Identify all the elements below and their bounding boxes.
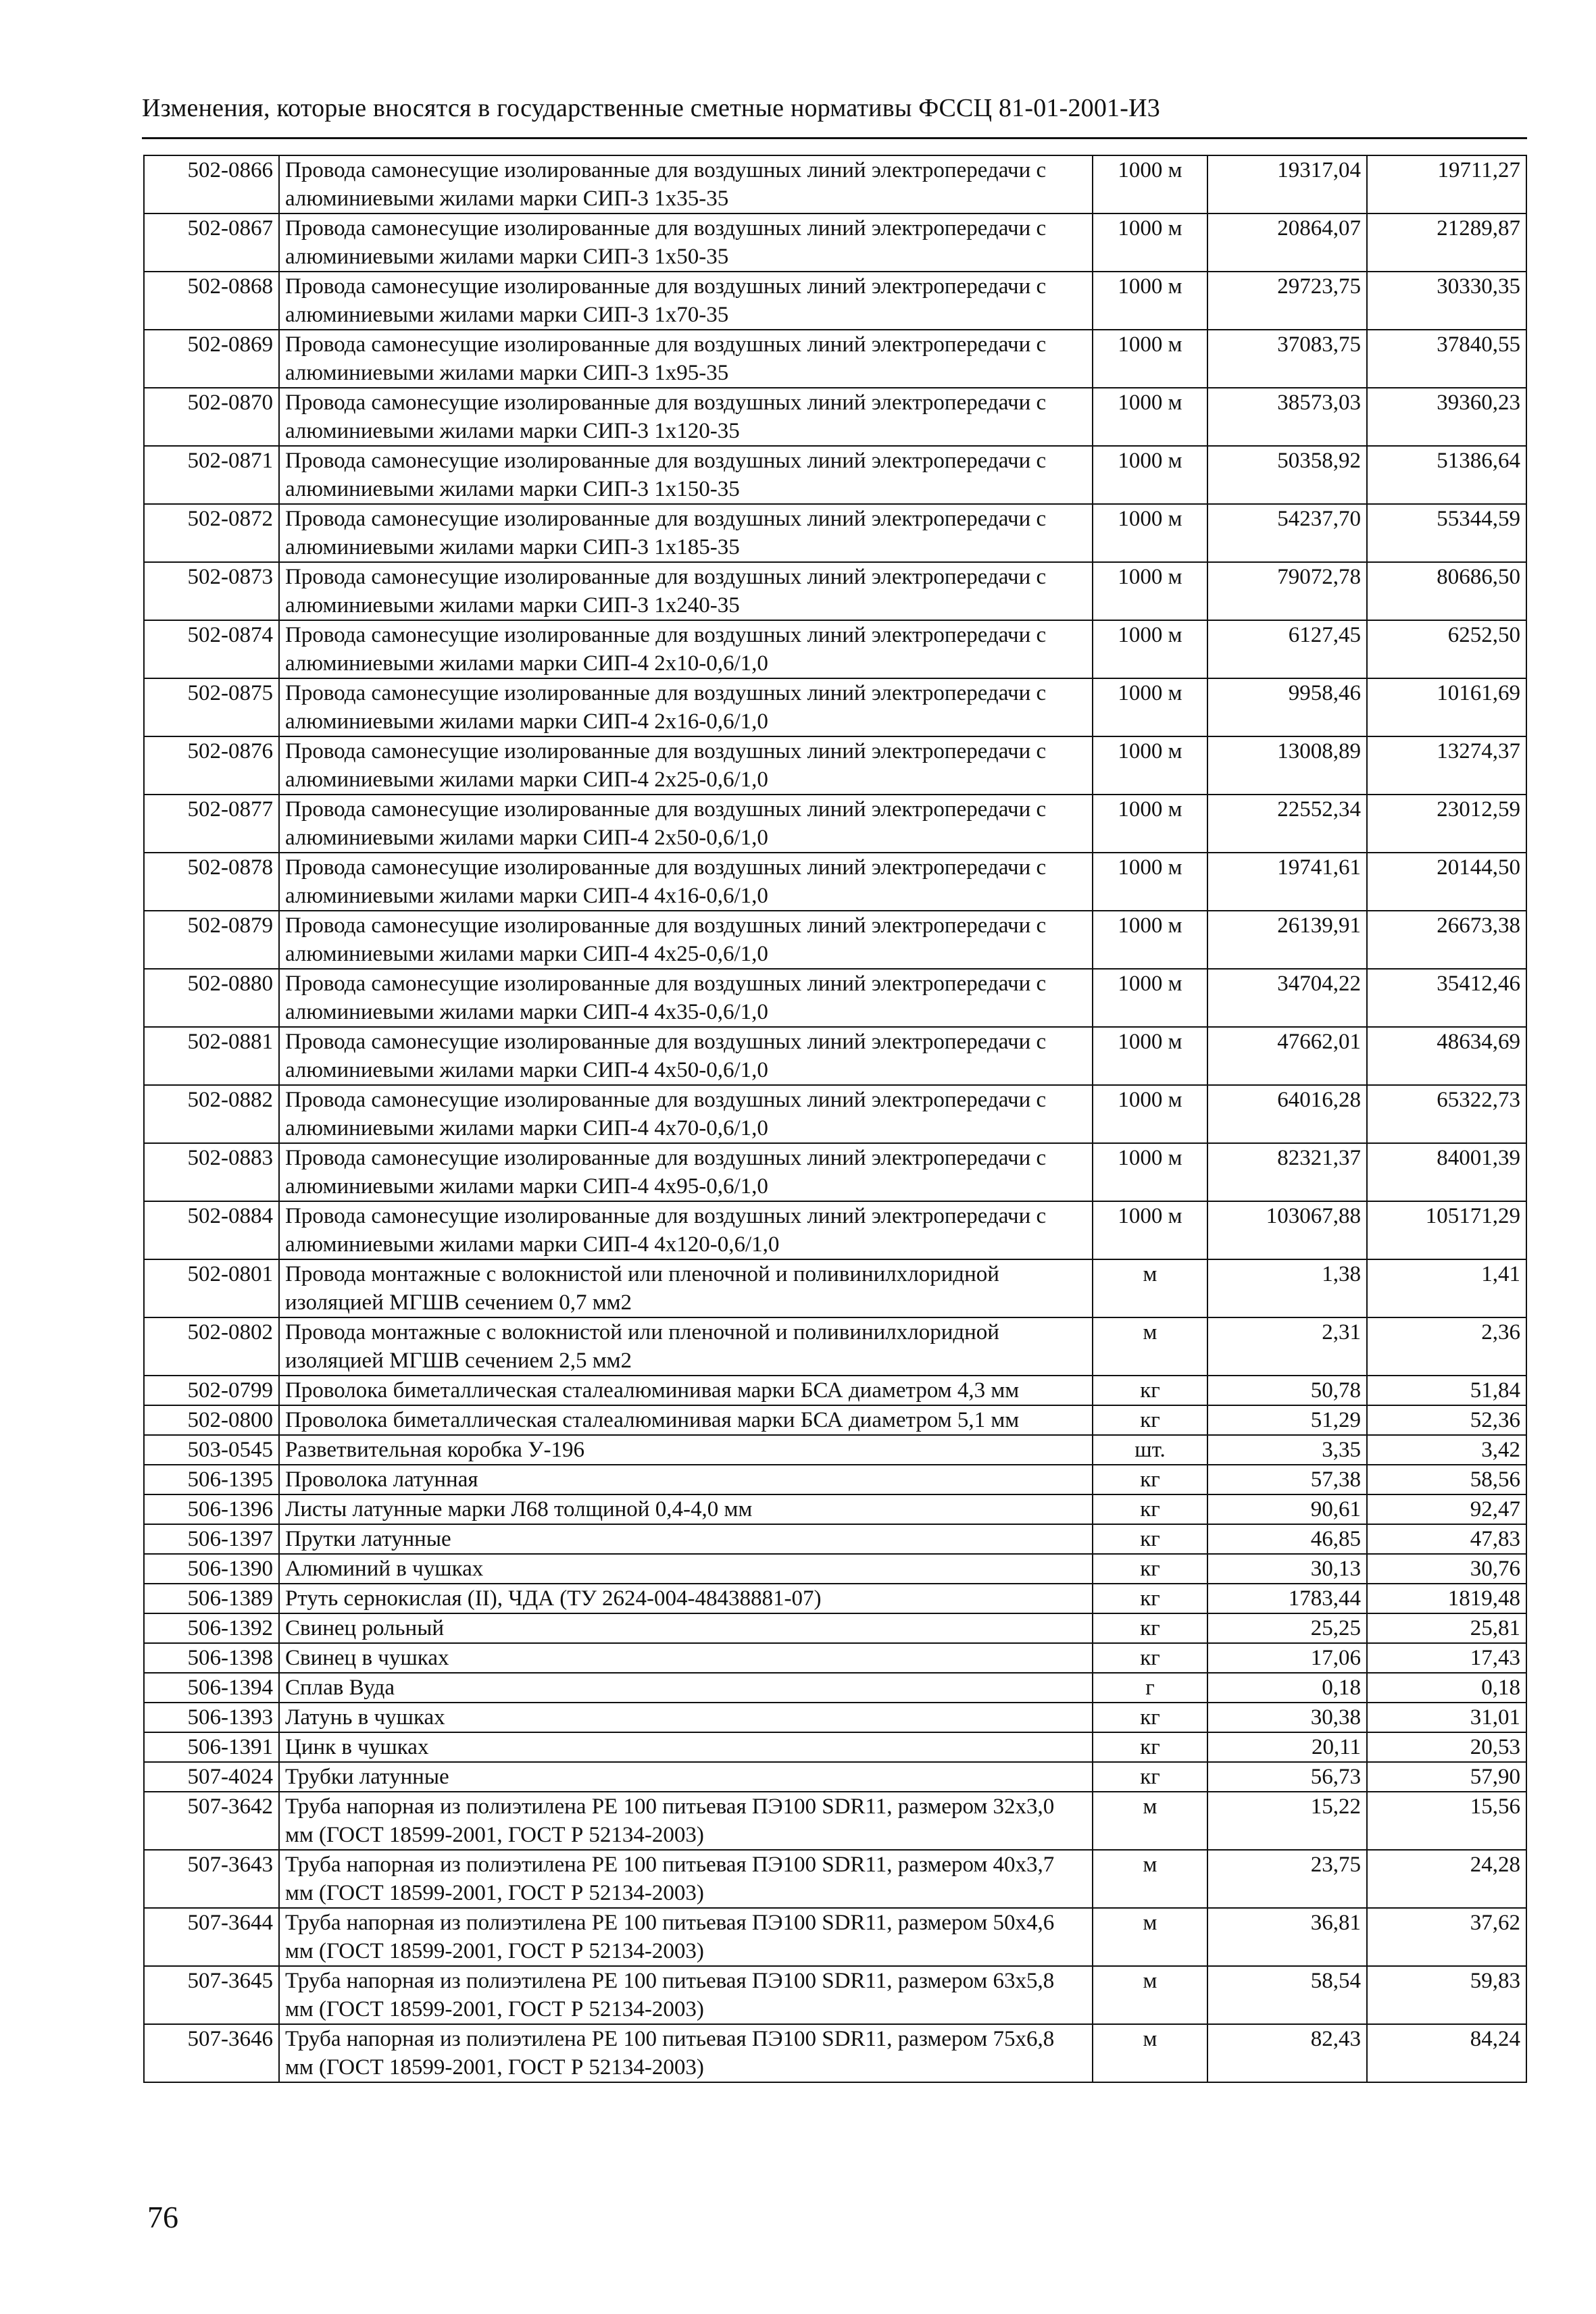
cell-name: Алюминий в чушках: [279, 1554, 1093, 1584]
cell-price-1: 22552,34: [1207, 795, 1367, 853]
cell-name: Проволока латунная: [279, 1465, 1093, 1494]
cell-name: Провода самонесущие изолированные для воздушных линий электропередачи с алюминиевыми жилами марки СИП-4 4х16-0,6/1,0: [279, 853, 1093, 911]
table-row: [144, 1703, 1526, 1732]
cell-code: 502-0881: [144, 1027, 279, 1085]
cell-code: 507-3646: [144, 2024, 279, 2082]
cell-unit: 1000 м: [1093, 1201, 1207, 1259]
cell-price-1: 79072,78: [1207, 562, 1367, 620]
cell-name: Труба напорная из полиэтилена PE 100 питьевая ПЭ100 SDR11, размером 32х3,0 мм (ГОСТ 18599-2001, ГОСТ Р 52134-2003): [279, 1792, 1093, 1850]
cell-price-2: 37840,55: [1367, 330, 1526, 388]
cell-name: Провода самонесущие изолированные для воздушных линий электропередачи с алюминиевыми жилами марки СИП-3 1х70-35: [279, 272, 1093, 330]
cell-price-1: 34704,22: [1207, 969, 1367, 1027]
cell-unit: кг: [1093, 1762, 1207, 1792]
cell-name: Сплав Вуда: [279, 1673, 1093, 1703]
cell-price-2: 1819,48: [1367, 1584, 1526, 1613]
cell-name: Листы латунные марки Л68 толщиной 0,4-4,0 мм: [279, 1494, 1093, 1524]
cell-price-2: 55344,59: [1367, 504, 1526, 562]
table-row: [144, 1143, 1526, 1201]
cell-price-2: 15,56: [1367, 1792, 1526, 1850]
cell-price-2: 92,47: [1367, 1494, 1526, 1524]
cell-code: 502-0872: [144, 504, 279, 562]
cell-unit: 1000 м: [1093, 1085, 1207, 1143]
cell-code: 507-3642: [144, 1792, 279, 1850]
cell-price-1: 46,85: [1207, 1524, 1367, 1554]
cell-price-1: 6127,45: [1207, 620, 1367, 678]
cell-price-1: 1783,44: [1207, 1584, 1367, 1613]
cell-price-2: 20144,50: [1367, 853, 1526, 911]
cell-unit: кг: [1093, 1494, 1207, 1524]
cell-unit: 1000 м: [1093, 330, 1207, 388]
cell-code: 502-0876: [144, 736, 279, 795]
cell-price-1: 20864,07: [1207, 213, 1367, 272]
cell-unit: м: [1093, 2024, 1207, 2082]
cell-unit: кг: [1093, 1465, 1207, 1494]
cell-unit: 1000 м: [1093, 504, 1207, 562]
cell-price-2: 59,83: [1367, 1966, 1526, 2024]
cell-price-2: 52,36: [1367, 1405, 1526, 1435]
cell-name: Провода самонесущие изолированные для воздушных линий электропередачи с алюминиевыми жилами марки СИП-3 1х240-35: [279, 562, 1093, 620]
cell-unit: 1000 м: [1093, 155, 1207, 213]
cell-unit: м: [1093, 1850, 1207, 1908]
cell-price-1: 36,81: [1207, 1908, 1367, 1966]
table-row: [144, 1259, 1526, 1317]
cell-code: 502-0871: [144, 446, 279, 504]
cell-name: Разветвительная коробка У-196: [279, 1435, 1093, 1465]
cell-code: 502-0869: [144, 330, 279, 388]
cell-code: 502-0877: [144, 795, 279, 853]
table-row: [144, 911, 1526, 969]
cell-unit: 1000 м: [1093, 213, 1207, 272]
table-row: [144, 562, 1526, 620]
cell-name: Провода самонесущие изолированные для воздушных линий электропередачи с алюминиевыми жилами марки СИП-4 4х70-0,6/1,0: [279, 1085, 1093, 1143]
cell-code: 502-0873: [144, 562, 279, 620]
cell-code: 506-1394: [144, 1673, 279, 1703]
cell-price-2: 17,43: [1367, 1643, 1526, 1673]
table-row: [144, 272, 1526, 330]
cell-unit: 1000 м: [1093, 1143, 1207, 1201]
cell-code: 502-0868: [144, 272, 279, 330]
cell-name: Труба напорная из полиэтилена PE 100 питьевая ПЭ100 SDR11, размером 75х6,8 мм (ГОСТ 18599-2001, ГОСТ Р 52134-2003): [279, 2024, 1093, 2082]
table-row: [144, 969, 1526, 1027]
cell-name: Провода монтажные с волокнистой или пленочной и поливинилхлоридной изоляцией МГШВ сечением 0,7 мм2: [279, 1259, 1093, 1317]
cell-price-2: 2,36: [1367, 1317, 1526, 1376]
cell-price-2: 57,90: [1367, 1762, 1526, 1792]
cell-name: Трубки латунные: [279, 1762, 1093, 1792]
cell-unit: кг: [1093, 1554, 1207, 1584]
cell-price-1: 37083,75: [1207, 330, 1367, 388]
cell-name: Проволока биметаллическая сталеалюминивая марки БСА диаметром 4,3 мм: [279, 1376, 1093, 1405]
cell-code: 506-1390: [144, 1554, 279, 1584]
cell-code: 502-0870: [144, 388, 279, 446]
cell-name: Провода самонесущие изолированные для воздушных линий электропередачи с алюминиевыми жилами марки СИП-4 4х25-0,6/1,0: [279, 911, 1093, 969]
cell-code: 502-0884: [144, 1201, 279, 1259]
cell-name: Латунь в чушках: [279, 1703, 1093, 1732]
cell-unit: 1000 м: [1093, 446, 1207, 504]
table-row: [144, 504, 1526, 562]
cell-code: 506-1396: [144, 1494, 279, 1524]
table-row: [144, 155, 1526, 213]
cell-price-1: 51,29: [1207, 1405, 1367, 1435]
cell-unit: 1000 м: [1093, 736, 1207, 795]
cell-price-1: 30,13: [1207, 1554, 1367, 1584]
cell-price-1: 82,43: [1207, 2024, 1367, 2082]
cell-unit: кг: [1093, 1613, 1207, 1643]
cell-unit: кг: [1093, 1405, 1207, 1435]
table-row: [144, 1762, 1526, 1792]
cell-name: Провода самонесущие изолированные для воздушных линий электропередачи с алюминиевыми жилами марки СИП-4 2х16-0,6/1,0: [279, 678, 1093, 736]
table-row: [144, 1376, 1526, 1405]
cell-name: Труба напорная из полиэтилена PE 100 питьевая ПЭ100 SDR11, размером 63х5,8 мм (ГОСТ 18599-2001, ГОСТ Р 52134-2003): [279, 1966, 1093, 2024]
cell-price-1: 26139,91: [1207, 911, 1367, 969]
cell-code: 507-3644: [144, 1908, 279, 1966]
cell-unit: кг: [1093, 1732, 1207, 1762]
table-row: [144, 1673, 1526, 1703]
cell-code: 502-0799: [144, 1376, 279, 1405]
cell-unit: м: [1093, 1792, 1207, 1850]
cell-code: 506-1389: [144, 1584, 279, 1613]
cell-code: 506-1397: [144, 1524, 279, 1554]
table-row: [144, 678, 1526, 736]
cell-code: 502-0878: [144, 853, 279, 911]
cell-price-1: 19741,61: [1207, 853, 1367, 911]
cell-name: Провода самонесущие изолированные для воздушных линий электропередачи с алюминиевыми жилами марки СИП-4 4х95-0,6/1,0: [279, 1143, 1093, 1201]
header-rule: [142, 137, 1527, 139]
cell-code: 502-0875: [144, 678, 279, 736]
cell-price-2: 39360,23: [1367, 388, 1526, 446]
table-row: [144, 1494, 1526, 1524]
cell-unit: м: [1093, 1317, 1207, 1376]
cell-unit: кг: [1093, 1703, 1207, 1732]
cell-name: Провода самонесущие изолированные для воздушных линий электропередачи с алюминиевыми жилами марки СИП-3 1х95-35: [279, 330, 1093, 388]
cell-price-2: 105171,29: [1367, 1201, 1526, 1259]
cell-price-1: 20,11: [1207, 1732, 1367, 1762]
table-row: [144, 446, 1526, 504]
table-row: [144, 213, 1526, 272]
cell-price-1: 90,61: [1207, 1494, 1367, 1524]
cell-price-1: 58,54: [1207, 1966, 1367, 2024]
table-row: [144, 1405, 1526, 1435]
cell-name: Провода самонесущие изолированные для воздушных линий электропередачи с алюминиевыми жилами марки СИП-4 4х50-0,6/1,0: [279, 1027, 1093, 1085]
cell-code: 502-0882: [144, 1085, 279, 1143]
cell-name: Свинец рольный: [279, 1613, 1093, 1643]
table-row: [144, 1201, 1526, 1259]
cell-unit: м: [1093, 1966, 1207, 2024]
cell-price-1: 25,25: [1207, 1613, 1367, 1643]
cell-name: Провода самонесущие изолированные для воздушных линий электропередачи с алюминиевыми жилами марки СИП-4 2х25-0,6/1,0: [279, 736, 1093, 795]
cell-price-1: 17,06: [1207, 1643, 1367, 1673]
cell-price-2: 65322,73: [1367, 1085, 1526, 1143]
cell-unit: кг: [1093, 1584, 1207, 1613]
cell-price-2: 58,56: [1367, 1465, 1526, 1494]
cell-unit: 1000 м: [1093, 795, 1207, 853]
table-row: [144, 853, 1526, 911]
cell-name: Провода самонесущие изолированные для воздушных линий электропередачи с алюминиевыми жилами марки СИП-3 1х50-35: [279, 213, 1093, 272]
cell-price-2: 23012,59: [1367, 795, 1526, 853]
cell-price-2: 80686,50: [1367, 562, 1526, 620]
cell-name: Провода самонесущие изолированные для воздушных линий электропередачи с алюминиевыми жилами марки СИП-3 1х120-35: [279, 388, 1093, 446]
cell-code: 502-0801: [144, 1259, 279, 1317]
cell-price-1: 50,78: [1207, 1376, 1367, 1405]
table-row: [144, 1850, 1526, 1908]
cell-price-2: 37,62: [1367, 1908, 1526, 1966]
cell-price-1: 54237,70: [1207, 504, 1367, 562]
table-row: [144, 1317, 1526, 1376]
cell-code: 502-0880: [144, 969, 279, 1027]
table-row: [144, 1524, 1526, 1554]
cell-price-1: 9958,46: [1207, 678, 1367, 736]
table-row: [144, 1435, 1526, 1465]
table-row: [144, 388, 1526, 446]
cell-price-1: 23,75: [1207, 1850, 1367, 1908]
cell-name: Труба напорная из полиэтилена PE 100 питьевая ПЭ100 SDR11, размером 40х3,7 мм (ГОСТ 18599-2001, ГОСТ Р 52134-2003): [279, 1850, 1093, 1908]
cell-price-2: 51386,64: [1367, 446, 1526, 504]
cell-code: 507-3643: [144, 1850, 279, 1908]
page-number: 76: [147, 2200, 178, 2234]
cell-price-2: 1,41: [1367, 1259, 1526, 1317]
cell-unit: 1000 м: [1093, 620, 1207, 678]
table-row: [144, 1613, 1526, 1643]
cell-name: Труба напорная из полиэтилена PE 100 питьевая ПЭ100 SDR11, размером 50х4,6 мм (ГОСТ 18599-2001, ГОСТ Р 52134-2003): [279, 1908, 1093, 1966]
price-table: [143, 155, 1527, 2083]
cell-price-2: 47,83: [1367, 1524, 1526, 1554]
cell-unit: 1000 м: [1093, 272, 1207, 330]
table-row: [144, 1643, 1526, 1673]
table-row: [144, 1966, 1526, 2024]
table-row: [144, 1085, 1526, 1143]
cell-price-2: 30330,35: [1367, 272, 1526, 330]
cell-price-1: 56,73: [1207, 1762, 1367, 1792]
cell-price-2: 0,18: [1367, 1673, 1526, 1703]
cell-code: 506-1392: [144, 1613, 279, 1643]
cell-price-2: 10161,69: [1367, 678, 1526, 736]
cell-code: 502-0866: [144, 155, 279, 213]
cell-price-1: 1,38: [1207, 1259, 1367, 1317]
cell-code: 502-0867: [144, 213, 279, 272]
cell-code: 506-1395: [144, 1465, 279, 1494]
table-row: [144, 330, 1526, 388]
cell-price-2: 13274,37: [1367, 736, 1526, 795]
cell-name: Цинк в чушках: [279, 1732, 1093, 1762]
cell-name: Прутки латунные: [279, 1524, 1093, 1554]
cell-price-1: 47662,01: [1207, 1027, 1367, 1085]
cell-price-1: 57,38: [1207, 1465, 1367, 1494]
cell-price-2: 30,76: [1367, 1554, 1526, 1584]
cell-unit: 1000 м: [1093, 911, 1207, 969]
cell-unit: 1000 м: [1093, 562, 1207, 620]
cell-price-1: 103067,88: [1207, 1201, 1367, 1259]
cell-price-1: 2,31: [1207, 1317, 1367, 1376]
cell-name: Свинец в чушках: [279, 1643, 1093, 1673]
table-row: [144, 2024, 1526, 2082]
cell-name: Провода самонесущие изолированные для воздушных линий электропередачи с алюминиевыми жилами марки СИП-3 1х185-35: [279, 504, 1093, 562]
table-row: [144, 1465, 1526, 1494]
cell-price-1: 50358,92: [1207, 446, 1367, 504]
cell-name: Проволока биметаллическая сталеалюминивая марки БСА диаметром 5,1 мм: [279, 1405, 1093, 1435]
table-row: [144, 1908, 1526, 1966]
cell-code: 502-0874: [144, 620, 279, 678]
cell-price-2: 19711,27: [1367, 155, 1526, 213]
cell-unit: м: [1093, 1908, 1207, 1966]
cell-price-2: 3,42: [1367, 1435, 1526, 1465]
cell-name: Провода самонесущие изолированные для воздушных линий электропередачи с алюминиевыми жилами марки СИП-4 2х10-0,6/1,0: [279, 620, 1093, 678]
cell-name: Провода самонесущие изолированные для воздушных линий электропередачи с алюминиевыми жилами марки СИП-3 1х35-35: [279, 155, 1093, 213]
cell-price-1: 0,18: [1207, 1673, 1367, 1703]
cell-unit: г: [1093, 1673, 1207, 1703]
table-row: [144, 1584, 1526, 1613]
cell-price-2: 21289,87: [1367, 213, 1526, 272]
cell-code: 502-0800: [144, 1405, 279, 1435]
cell-price-2: 20,53: [1367, 1732, 1526, 1762]
cell-price-1: 30,38: [1207, 1703, 1367, 1732]
price-table-body: [144, 155, 1526, 2082]
cell-code: 502-0802: [144, 1317, 279, 1376]
cell-price-2: 24,28: [1367, 1850, 1526, 1908]
cell-name: Провода самонесущие изолированные для воздушных линий электропередачи с алюминиевыми жилами марки СИП-3 1х150-35: [279, 446, 1093, 504]
table-row: [144, 1027, 1526, 1085]
cell-price-1: 13008,89: [1207, 736, 1367, 795]
cell-unit: кг: [1093, 1376, 1207, 1405]
cell-price-1: 29723,75: [1207, 272, 1367, 330]
page-header: Изменения, которые вносятся в государственные сметные нормативы ФССЦ 81-01-2001-И3: [142, 94, 1160, 122]
cell-name: Провода самонесущие изолированные для воздушных линий электропередачи с алюминиевыми жилами марки СИП-4 4х120-0,6/1,0: [279, 1201, 1093, 1259]
cell-code: 503-0545: [144, 1435, 279, 1465]
cell-name: Ртуть сернокислая (II), ЧДА (ТУ 2624-004-48438881-07): [279, 1584, 1093, 1613]
table-row: [144, 1792, 1526, 1850]
table-row: [144, 795, 1526, 853]
cell-price-1: 38573,03: [1207, 388, 1367, 446]
cell-name: Провода самонесущие изолированные для воздушных линий электропередачи с алюминиевыми жилами марки СИП-4 4х35-0,6/1,0: [279, 969, 1093, 1027]
table-row: [144, 1732, 1526, 1762]
cell-price-2: 31,01: [1367, 1703, 1526, 1732]
cell-price-2: 25,81: [1367, 1613, 1526, 1643]
cell-price-2: 48634,69: [1367, 1027, 1526, 1085]
table-row: [144, 736, 1526, 795]
table-row: [144, 620, 1526, 678]
cell-price-2: 6252,50: [1367, 620, 1526, 678]
cell-unit: 1000 м: [1093, 678, 1207, 736]
cell-code: 506-1393: [144, 1703, 279, 1732]
cell-price-1: 82321,37: [1207, 1143, 1367, 1201]
cell-code: 507-4024: [144, 1762, 279, 1792]
cell-price-1: 3,35: [1207, 1435, 1367, 1465]
cell-price-2: 26673,38: [1367, 911, 1526, 969]
cell-code: 502-0879: [144, 911, 279, 969]
cell-price-2: 51,84: [1367, 1376, 1526, 1405]
cell-name: Провода самонесущие изолированные для воздушных линий электропередачи с алюминиевыми жилами марки СИП-4 2х50-0,6/1,0: [279, 795, 1093, 853]
cell-price-2: 35412,46: [1367, 969, 1526, 1027]
cell-price-1: 64016,28: [1207, 1085, 1367, 1143]
cell-name: Провода монтажные с волокнистой или пленочной и поливинилхлоридной изоляцией МГШВ сечением 2,5 мм2: [279, 1317, 1093, 1376]
cell-code: 507-3645: [144, 1966, 279, 2024]
table-row: [144, 1554, 1526, 1584]
cell-price-1: 15,22: [1207, 1792, 1367, 1850]
cell-price-2: 84,24: [1367, 2024, 1526, 2082]
cell-code: 502-0883: [144, 1143, 279, 1201]
cell-unit: 1000 м: [1093, 388, 1207, 446]
cell-unit: шт.: [1093, 1435, 1207, 1465]
cell-price-2: 84001,39: [1367, 1143, 1526, 1201]
cell-unit: 1000 м: [1093, 969, 1207, 1027]
cell-unit: кг: [1093, 1524, 1207, 1554]
cell-unit: кг: [1093, 1643, 1207, 1673]
cell-unit: м: [1093, 1259, 1207, 1317]
cell-code: 506-1391: [144, 1732, 279, 1762]
cell-code: 506-1398: [144, 1643, 279, 1673]
cell-unit: 1000 м: [1093, 1027, 1207, 1085]
cell-price-1: 19317,04: [1207, 155, 1367, 213]
cell-unit: 1000 м: [1093, 853, 1207, 911]
